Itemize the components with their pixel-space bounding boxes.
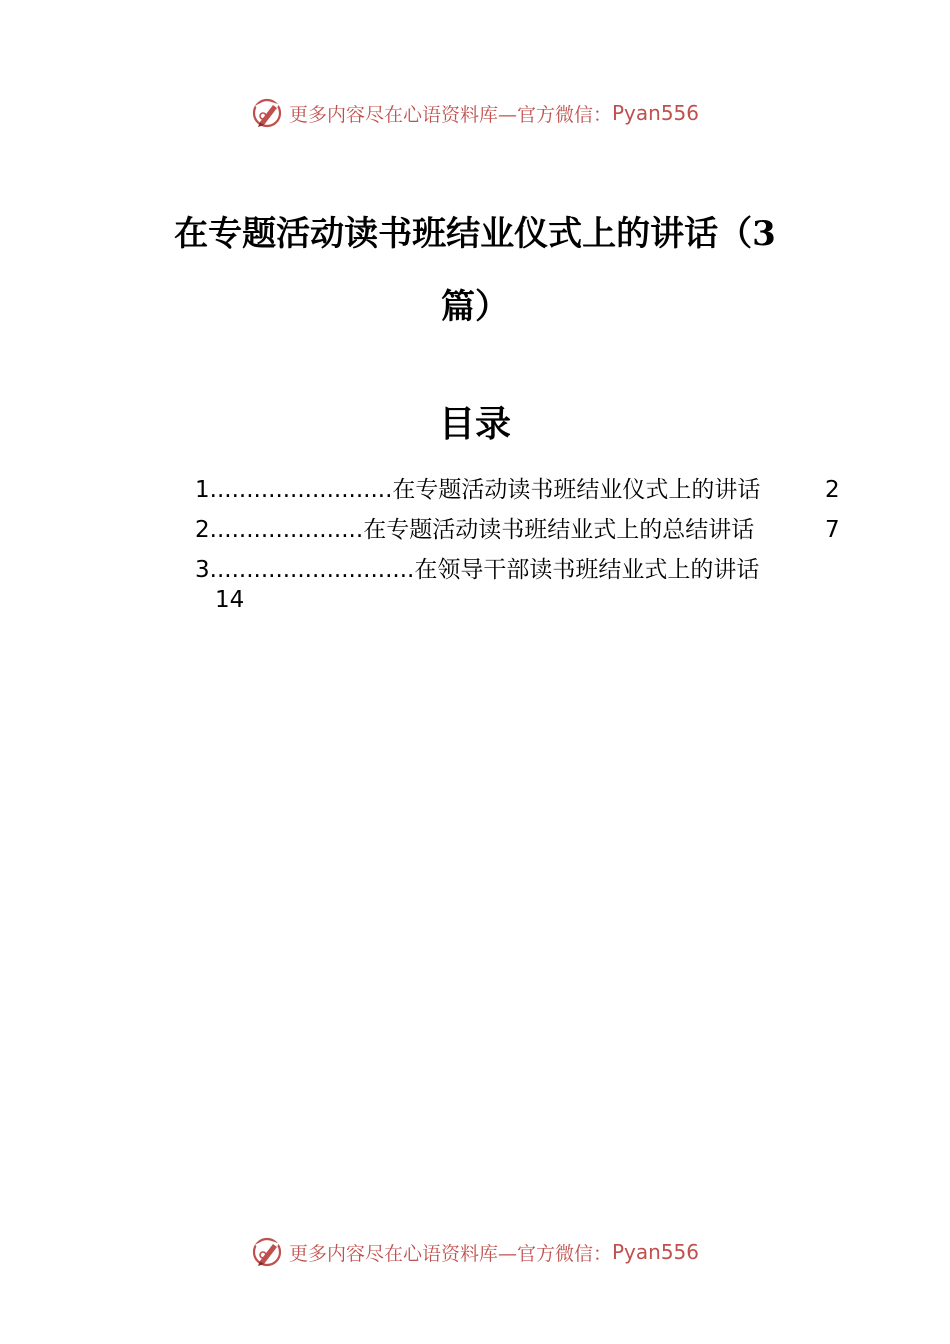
toc-entry-number: 3 [195,557,210,583]
toc-entry-number: 1 [195,477,210,503]
pen-circle-logo-icon [251,97,283,129]
table-of-contents [195,470,855,620]
footer-banner-text: 更多内容尽在心语资料库—官方微信： [288,1242,612,1265]
toc-entry-page: 7 [825,517,840,543]
toc-entry-leader: ..................... [209,517,364,543]
toc-entry-title: 在专题活动读书班结业仪式上的讲话 [392,477,761,503]
toc-entry-3[interactable] [195,550,855,620]
document-title-line2: 篇） [441,287,509,327]
toc-entry-page: 14 [215,587,245,613]
footer-banner [0,1234,950,1270]
toc-entry-title: 在领导干部读书班结业式上的讲话 [414,557,760,583]
toc-entry-page: 2 [825,477,840,503]
toc-entry-1[interactable] [195,470,855,510]
document-title [150,198,800,344]
document-title-line1: 在专题活动读书班结业仪式上的讲话（3 [174,214,776,254]
toc-entry-2[interactable] [195,510,855,550]
toc-entry-number: 2 [195,517,210,543]
header-banner [0,95,950,131]
header-banner-text: 更多内容尽在心语资料库—官方微信： [288,103,612,126]
toc-entry-leader: ............................ [209,557,415,583]
header-wechat-id: Pyan556 [612,101,700,125]
footer-wechat-id: Pyan556 [612,1240,700,1264]
toc-entry-title: 在专题活动读书班结业式上的总结讲话 [363,517,755,543]
toc-entry-leader: ......................... [209,477,393,503]
toc-heading: 目录 [438,403,511,445]
pen-circle-logo-icon [251,1236,283,1268]
